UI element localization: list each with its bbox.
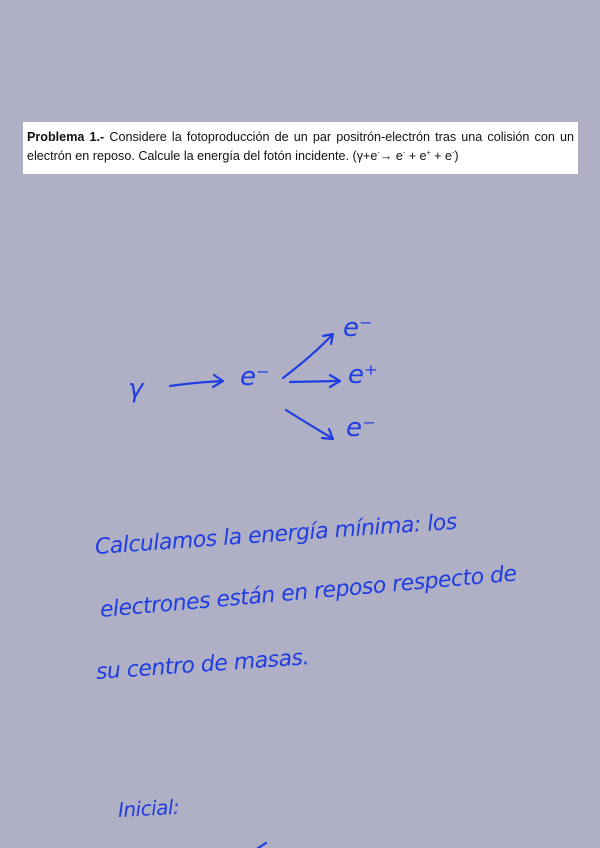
- problem-text: Considere la fotoproducción de un par positrón-electrón tras una colisión con un electrón en reposo. Calcule la energía del fotón incidente. (γ+e: [27, 130, 575, 163]
- photon-symbol: γ: [128, 374, 144, 404]
- reaction-arrow: → e: [379, 149, 403, 163]
- partial-stroke-bottom: [258, 843, 266, 848]
- reaction-close: ): [454, 149, 459, 163]
- target-electron-symbol: e⁻: [240, 362, 270, 392]
- arrow-to-top-electron: [283, 335, 332, 378]
- note-initial-label: Inicial:: [117, 794, 180, 822]
- problem-heading: Problema 1.-: [27, 130, 105, 144]
- arrow-to-bottom-electron: [286, 410, 332, 438]
- note-line-1: Calculamos la energía mínima: los: [94, 509, 458, 560]
- arrow-to-positron: [290, 381, 338, 382]
- reaction-plus-2: + e: [430, 149, 453, 163]
- note-line-3: su centro de masas.: [95, 645, 310, 685]
- sup-electron-3: -: [452, 150, 455, 157]
- sup-electron-1: -: [377, 150, 380, 157]
- reaction-plus-1: + e: [405, 149, 427, 163]
- sup-electron-2: -: [402, 150, 406, 157]
- outgoing-electron-bottom-symbol: e⁻: [346, 413, 376, 443]
- outgoing-electron-top-symbol: e⁻: [343, 313, 373, 343]
- note-line-2: electrones están en reposo respecto de: [98, 561, 518, 623]
- outgoing-positron-symbol: e⁺: [348, 360, 378, 390]
- sup-positron: +: [426, 150, 431, 157]
